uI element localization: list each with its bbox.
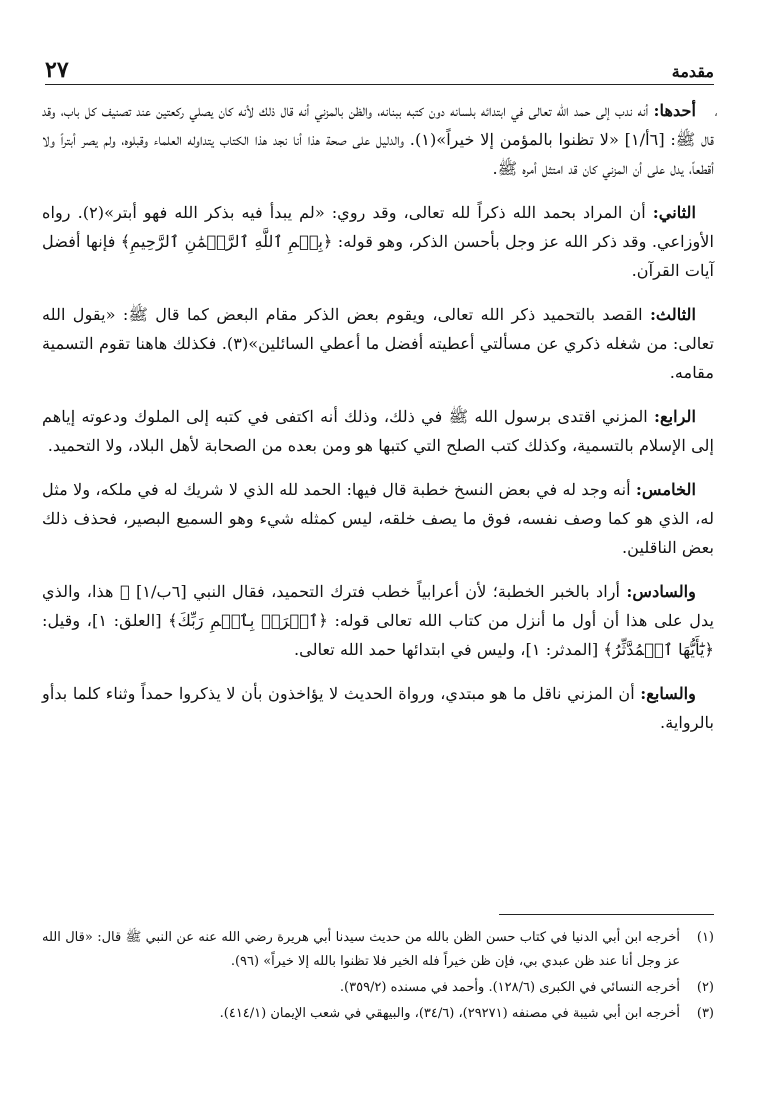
- main-text: [42, 96, 714, 752]
- margin-mark: ،: [714, 105, 718, 119]
- paragraph-fourth: [42, 402, 714, 460]
- paragraph-text: المزني اقتدى برسول الله ﷺ في ذلك، وذلك أنه اكتفى في كتبه إلى الملوك ودعوته إياهم إلى الإسلام بالتسمية، وكذلك كتب الصلح التي كتبها هو ومن بعده من الصحابة لأهل البلاد، ولا التحميد.: [42, 407, 714, 455]
- footnote-number: (٣): [696, 1006, 714, 1021]
- paragraph-lead: الثاني:: [652, 203, 696, 222]
- paragraph-text: القصد بالتحميد ذكر الله تعالى، ويقوم بعض الذكر مقام البعض كما قال ﷺ: «يقول الله تعالى: من شغله ذكري عن مسألتي أعطيته أفضل ما أعطي السائلين»(٣). فكذلك هاهنا تقوم التسمية مقامه.: [42, 305, 715, 382]
- footnote-text: أخرجه النسائي في الكبرى (١٢٨/٦). وأحمد في مسنده (٣٥٩/٢).: [339, 980, 680, 995]
- paragraph-third: [42, 300, 714, 387]
- footnote-number: (١): [696, 930, 714, 945]
- paragraph-second: [42, 198, 714, 285]
- paragraph-text: أنه وجد له في بعض النسخ خطبة قال فيها: الحمد لله الذي لا شريك له في ملكه، ولا مثل له، الذي هو كما وصف نفسه، فوق ما يصف خلقه، ليس كمثله شيء وهو السميع البصير، فحذف ذلك بعض الناقلين.: [42, 480, 714, 557]
- footnote-text: أخرجه ابن أبي شيبة في مصنفه (٢٩٢٧١)، (٣٤/٦)، والبيهقي في شعب الإيمان (٤١٤/١).: [219, 1006, 680, 1021]
- footnote-number: (٢): [696, 980, 714, 995]
- paragraph-seventh: [42, 679, 714, 737]
- paragraph-lead: الثالث:: [649, 305, 696, 324]
- paragraph-lead: أحدها:: [653, 101, 696, 120]
- paragraph-text: أنه ندب إلى حمد الله تعالى في ابتدائه بلسانه دون كتبه ببنانه، والظن بالمزني أنه قال ذلك لأنه كان يصلي ركعتين عند تصنيف كل باب، وقد قال ﷺ: [٦أ/١] «لا تظنوا بالمؤمن إلا خيراً»(١). والدليل على صحة هذا أنا نجد هذا الكتاب يتداوله العلماء وقبلوه، ولم يصر أبتراً ولا أقطعاً، يدل على أن المزني كان قد امتثل أمره ﷺ.: [42, 101, 714, 178]
- paragraph-fifth: [42, 475, 714, 562]
- paragraph-text: أن المزني ناقل ما هو مبتدي، ورواة الحديث لا يؤاخذون بأن لا يذكروا حمداً وثناء كلما بدأو بالرواية.: [42, 684, 714, 732]
- page-header: [45, 54, 714, 85]
- footnote-separator: [499, 914, 714, 915]
- paragraph-lead: الخامس:: [635, 480, 696, 499]
- footnotes: [42, 926, 714, 1028]
- paragraph-first: [42, 96, 714, 183]
- paragraph-text: أراد بالخبر الخطبة؛ لأن أعرابياً خطب فترك التحميد، فقال النبي [٦ب/١] ﷺ هذا، والذي يدل على هذا أن أول ما أنزل من كتاب الله تعالى قوله: ﴿ٱقۡرَأۡ بِٱسۡمِ رَبِّكَ﴾ [العلق: ١]، وقيل: ﴿يَٰٓأَيُّهَا ٱلۡمُدَّثِّرُ﴾ [المدثر: ١]، وليس في ابتدائها حمد الله تعالى.: [42, 582, 714, 659]
- paragraph-lead: والسابع:: [640, 684, 696, 703]
- footnote-text: أخرجه ابن أبي الدنيا في كتاب حسن الظن بالله من حديث سيدنا أبي هريرة رضي الله عنه عن النبي ﷺ قال: «قال الله عز وجل أنا عند ظن عبدي بي، فإن ظن خيراً فله الخير فلا تظنوا بالله إلا خيراً» (٩٦).: [42, 930, 680, 969]
- paragraph-sixth: [42, 577, 714, 664]
- running-title: مقدمة: [671, 62, 714, 81]
- paragraph-lead: والسادس:: [626, 582, 696, 601]
- paragraph-text: أن المراد بحمد الله ذكراً لله تعالى، وقد روي: «لم يبدأ فيه بذكر الله فهو أبتر»(٢). رواه الأوزاعي. وقد ذكر الله عز وجل بأحسن الذكر، وهو قوله: ﴿بِسۡمِ ٱللَّهِ ٱلرَّحۡمَٰنِ ٱلرَّحِيمِ﴾ فإنها أفضل آيات القرآن.: [42, 203, 714, 280]
- footnote-item: [42, 1002, 714, 1026]
- footnote-item: [42, 976, 714, 1000]
- footnote-item: [42, 926, 714, 974]
- page-number: ٢٧: [45, 57, 69, 83]
- paragraph-lead: الرابع:: [654, 407, 696, 426]
